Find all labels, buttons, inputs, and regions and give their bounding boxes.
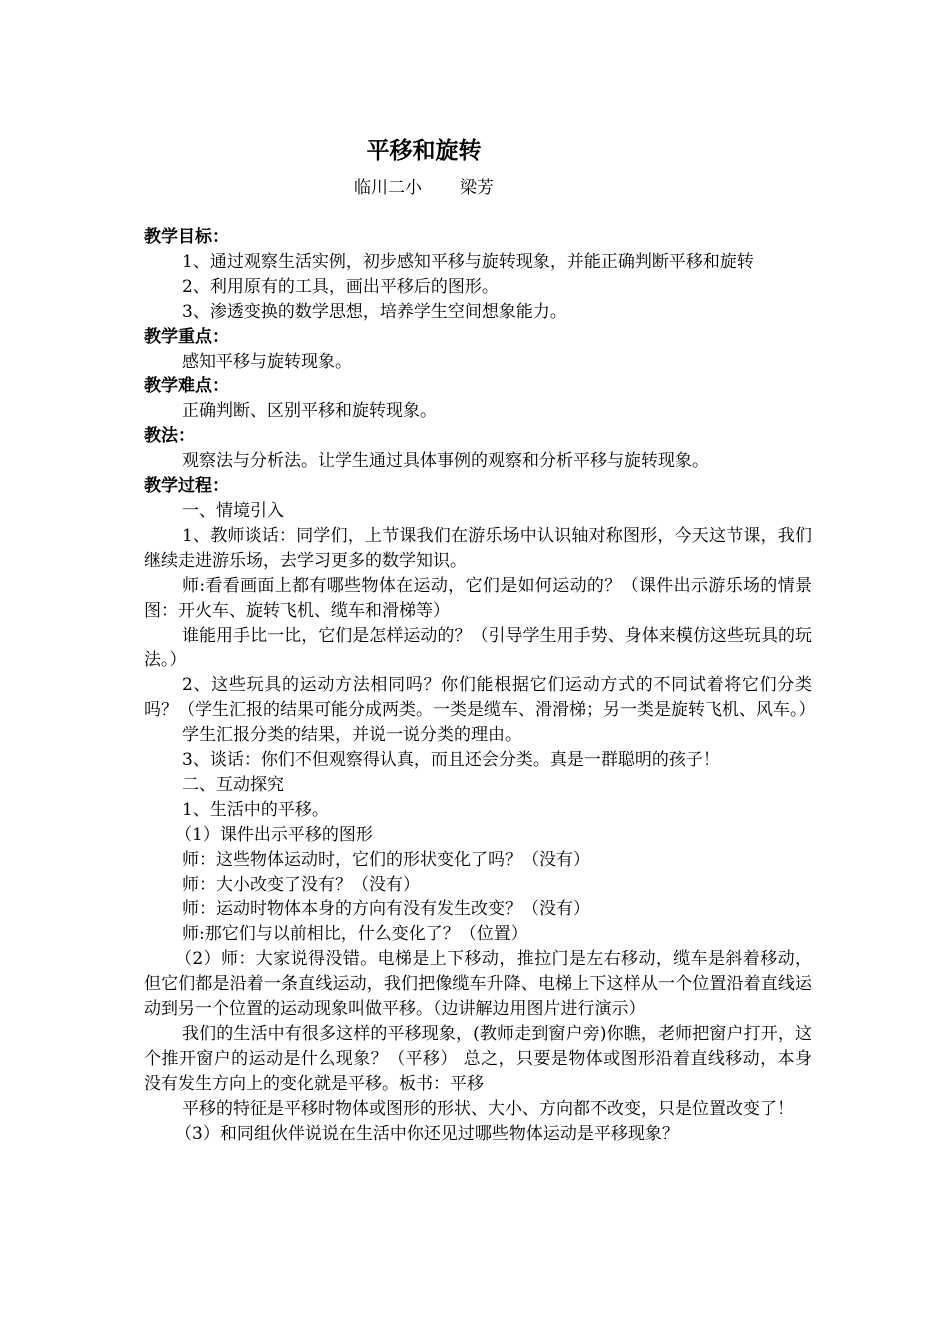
process-paragraph: 3、谈话：你们不但观察得认真，而且还会分类。真是一群聪明的孩子！ [182, 750, 720, 771]
process-paragraph: 师:那它们与以前相比，什么变化了？（位置） [182, 924, 528, 945]
difficulty-text: 正确判断、区别平移和旋转现象。 [182, 401, 437, 422]
process-paragraph: 平移的特征是平移时物体或图形的形状、大小、方向都不改变，只是位置改变了！ [182, 1098, 794, 1119]
goal-item: 1、通过观察生活实例，初步感知平移与旋转现象，并能正确判断平移和旋转 [182, 251, 754, 272]
process-paragraph: 2、这些玩具的运动方法相同吗？你们能根据它们运动方式的不同试着将它们分类吗？（学生汇报的结果可能分成两类。一类是缆车、滑滑梯；另一类是旋转飞机、风车。） [144, 675, 816, 721]
process-heading: 教学过程： [144, 476, 229, 497]
document-title: 平移和旋转 [366, 137, 482, 164]
goal-item: 2、利用原有的工具，画出平移后的图形。 [182, 276, 499, 297]
method-text: 观察法与分析法。让学生通过具体事例的观察和分析平移与旋转现象。 [182, 451, 709, 472]
process-paragraph: 师：大小改变了没有？（没有） [182, 874, 420, 895]
process-paragraph: 我们的生活中有很多这样的平移现象，(教师走到窗户旁)你瞧，老师把窗户打开，这个推开窗户的运动是什么现象？（平移） 总之，只要是物体或图形沿着直线移动，本身没有发生方向上的变化就是平移。板书：平移 [144, 1024, 812, 1094]
process-paragraph: 1、教师谈话：同学们，上节课我们在游乐场中认识轴对称图形，今天这节课，我们继续走进游乐场，去学习更多的数学知识。 [144, 525, 812, 571]
process-paragraph: 二、互动探究 [182, 774, 284, 795]
process-paragraph: （1）课件出示平移的图形 [175, 824, 373, 845]
process-paragraph: （3）和同组伙伴说说在生活中你还见过哪些物体运动是平移现象？ [175, 1123, 679, 1144]
author-line [354, 175, 494, 201]
process-paragraph: 一、情境引入 [182, 500, 284, 521]
process-paragraph: 谁能用手比一比，它们是怎样运动的？（引导学生用手势、身体来模仿这些玩具的玩法。） [144, 625, 812, 671]
difficulty-heading: 教学难点： [144, 376, 229, 397]
document-body [144, 225, 816, 1147]
author-name: 梁芳 [460, 178, 494, 198]
key-heading: 教学重点： [144, 326, 229, 347]
process-paragraph: 师:看看画面上都有哪些物体在运动，它们是如何运动的？（课件出示游乐场的情景图：开火车、旋转飞机、缆车和滑梯等） [144, 575, 812, 621]
author-school: 临川二小 [354, 178, 422, 198]
process-paragraph: 师：这些物体运动时，它们的形状变化了吗？（没有） [182, 849, 590, 870]
key-text: 感知平移与旋转现象。 [182, 351, 352, 372]
method-heading: 教法： [144, 426, 195, 447]
process-paragraph: 1、生活中的平移。 [182, 799, 329, 820]
process-paragraph: 学生汇报分类的结果，并说一说分类的理由。 [182, 725, 522, 746]
goal-item: 3、渗透变换的数学思想，培养学生空间想象能力。 [182, 301, 567, 322]
process-paragraph: （2）师：大家说得没错。电梯是上下移动，推拉门是左右移动，缆车是斜着移动，但它们都是沿着一条直线运动，我们把像缆车升降、电梯上下这样从一个位置沿着直线运动到另一个位置的运动现象叫做平移。（边讲解边用图片进行演示） [144, 949, 812, 1020]
goals-heading: 教学目标： [144, 227, 229, 247]
process-paragraph: 师：运动时物体本身的方向有没有发生改变？（没有） [182, 899, 590, 920]
